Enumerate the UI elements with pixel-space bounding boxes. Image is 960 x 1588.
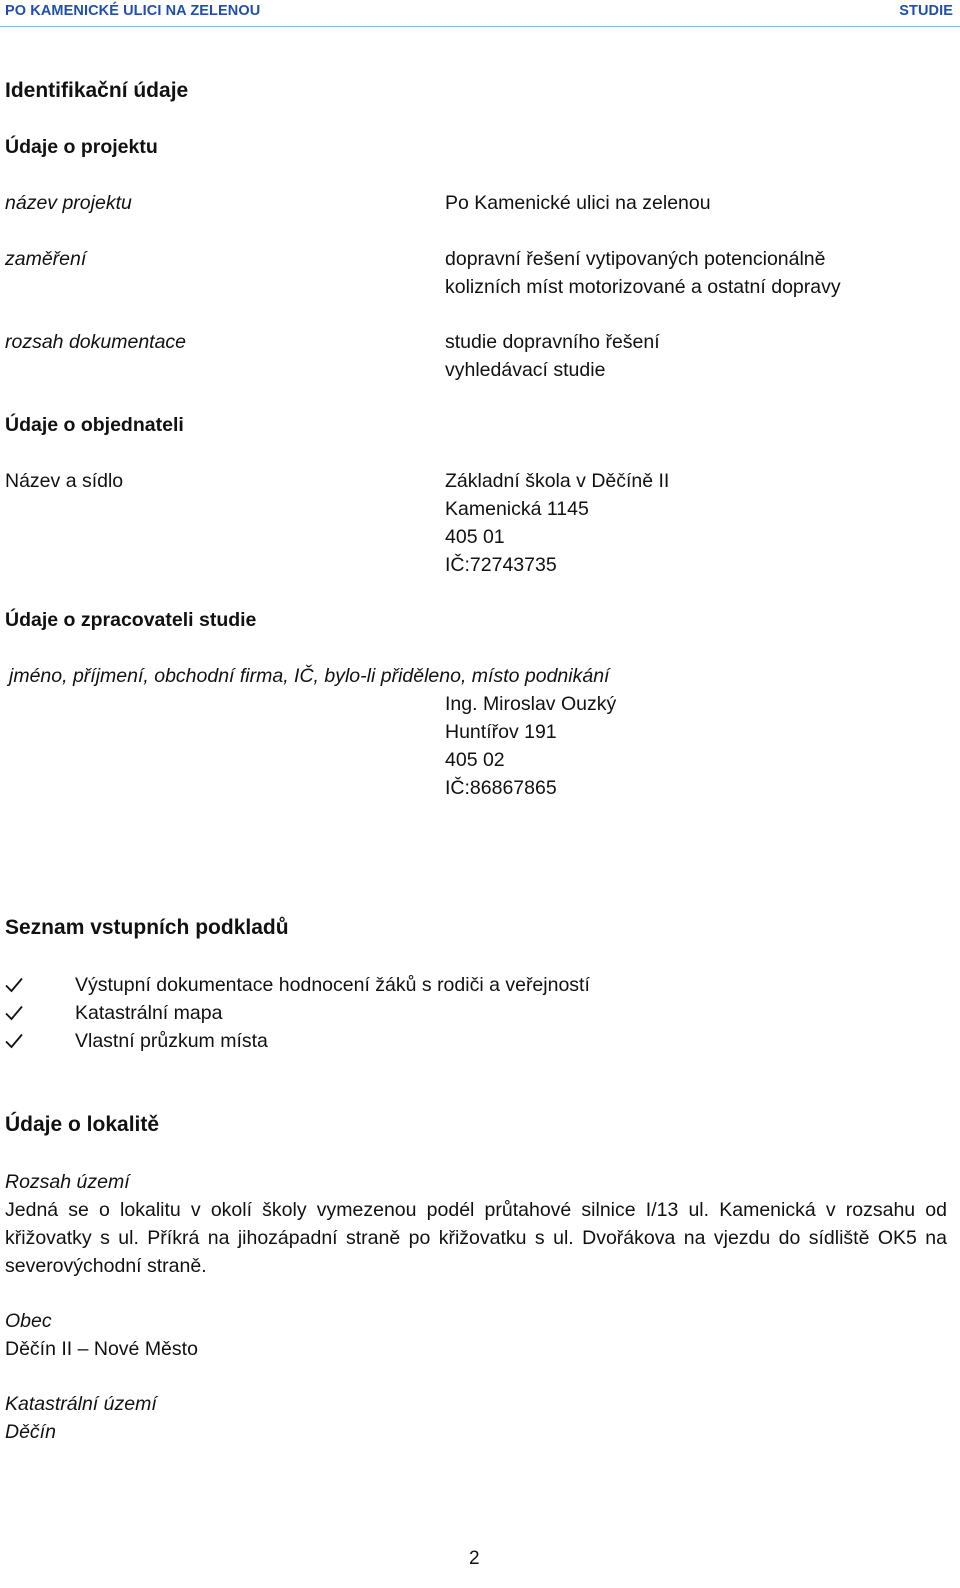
locality-heading: Údaje o lokalitě [5,1113,160,1136]
client-address-line: 405 01 [445,526,505,548]
running-header-doc-type: STUDIE [899,3,953,19]
checkmark-icon [5,971,75,999]
client-address [445,467,669,579]
project-focus-line: kolizních míst motorizované a ostatní dopravy [445,276,841,298]
locality-range-label: Rozsah území [5,1171,130,1193]
section-title-identification: Identifikační údaje [5,79,189,102]
cadastre-label: Katastrální území [5,1393,157,1415]
project-focus-value [445,245,841,301]
checkmark-icon [5,999,75,1027]
locality-range-text: Jedná se o lokalitu v okolí školy vymezenou podél průtahové silnice I/13 ul. Kamenická v rozsahu od křižovatky s ul. Příkrá na jihozápadní straně po křižovatku s ul. Dvořákova na vjezdu do sídliště OK5 na severovýchodní straně. [5,1199,947,1277]
list-item [5,971,590,999]
contractor-heading: Údaje o zpracovateli studie [5,609,257,631]
checkmark-icon [5,1027,75,1055]
municipality-label: Obec [5,1310,52,1332]
project-scope-label: rozsah dokumentace [5,331,187,353]
inputs-list [5,971,590,1055]
contractor-address-line: Ing. Miroslav Ouzký [445,693,617,715]
cadastre-value: Děčín [5,1421,56,1443]
contractor-label: jméno, příjmení, obchodní firma, IČ, bylo-li přiděleno, místo podnikání [9,665,610,687]
header-rule [0,26,960,27]
list-item [5,999,590,1027]
contractor-address-line: IČ:86867865 [445,777,557,799]
page-number: 2 [469,1548,480,1569]
project-focus-line: dopravní řešení vytipovaných potencionálně [445,248,826,270]
project-name-line: Po Kamenické ulici na zelenou [445,192,711,214]
list-item-text: Katastrální mapa [75,1002,223,1024]
list-item [5,1027,590,1055]
project-focus-label: zaměření [5,248,87,270]
list-item-text: Vlastní průzkum místa [75,1030,268,1052]
project-scope-value [445,328,660,384]
project-heading: Údaje o projektu [5,136,158,158]
list-item-text: Výstupní dokumentace hodnocení žáků s rodiči a veřejností [75,974,590,996]
client-label: Název a sídlo [5,470,124,492]
client-address-line: IČ:72743735 [445,554,557,576]
project-name-value [445,189,711,217]
project-scope-line: vyhledávací studie [445,359,606,381]
contractor-address-line: Huntířov 191 [445,721,557,743]
project-scope-line: studie dopravního řešení [445,331,660,353]
running-header-title: PO KAMENICKÉ ULICI NA ZELENOU [5,3,261,19]
municipality-value: Děčín II – Nové Město [5,1338,198,1360]
client-heading: Údaje o objednateli [5,414,184,436]
client-address-line: Základní škola v Děčíně II [445,470,670,492]
contractor-address-line: 405 02 [445,749,505,771]
client-address-line: Kamenická 1145 [445,498,589,520]
contractor-address [445,690,616,802]
inputs-heading: Seznam vstupních podkladů [5,916,289,939]
project-name-label: název projektu [5,192,132,214]
